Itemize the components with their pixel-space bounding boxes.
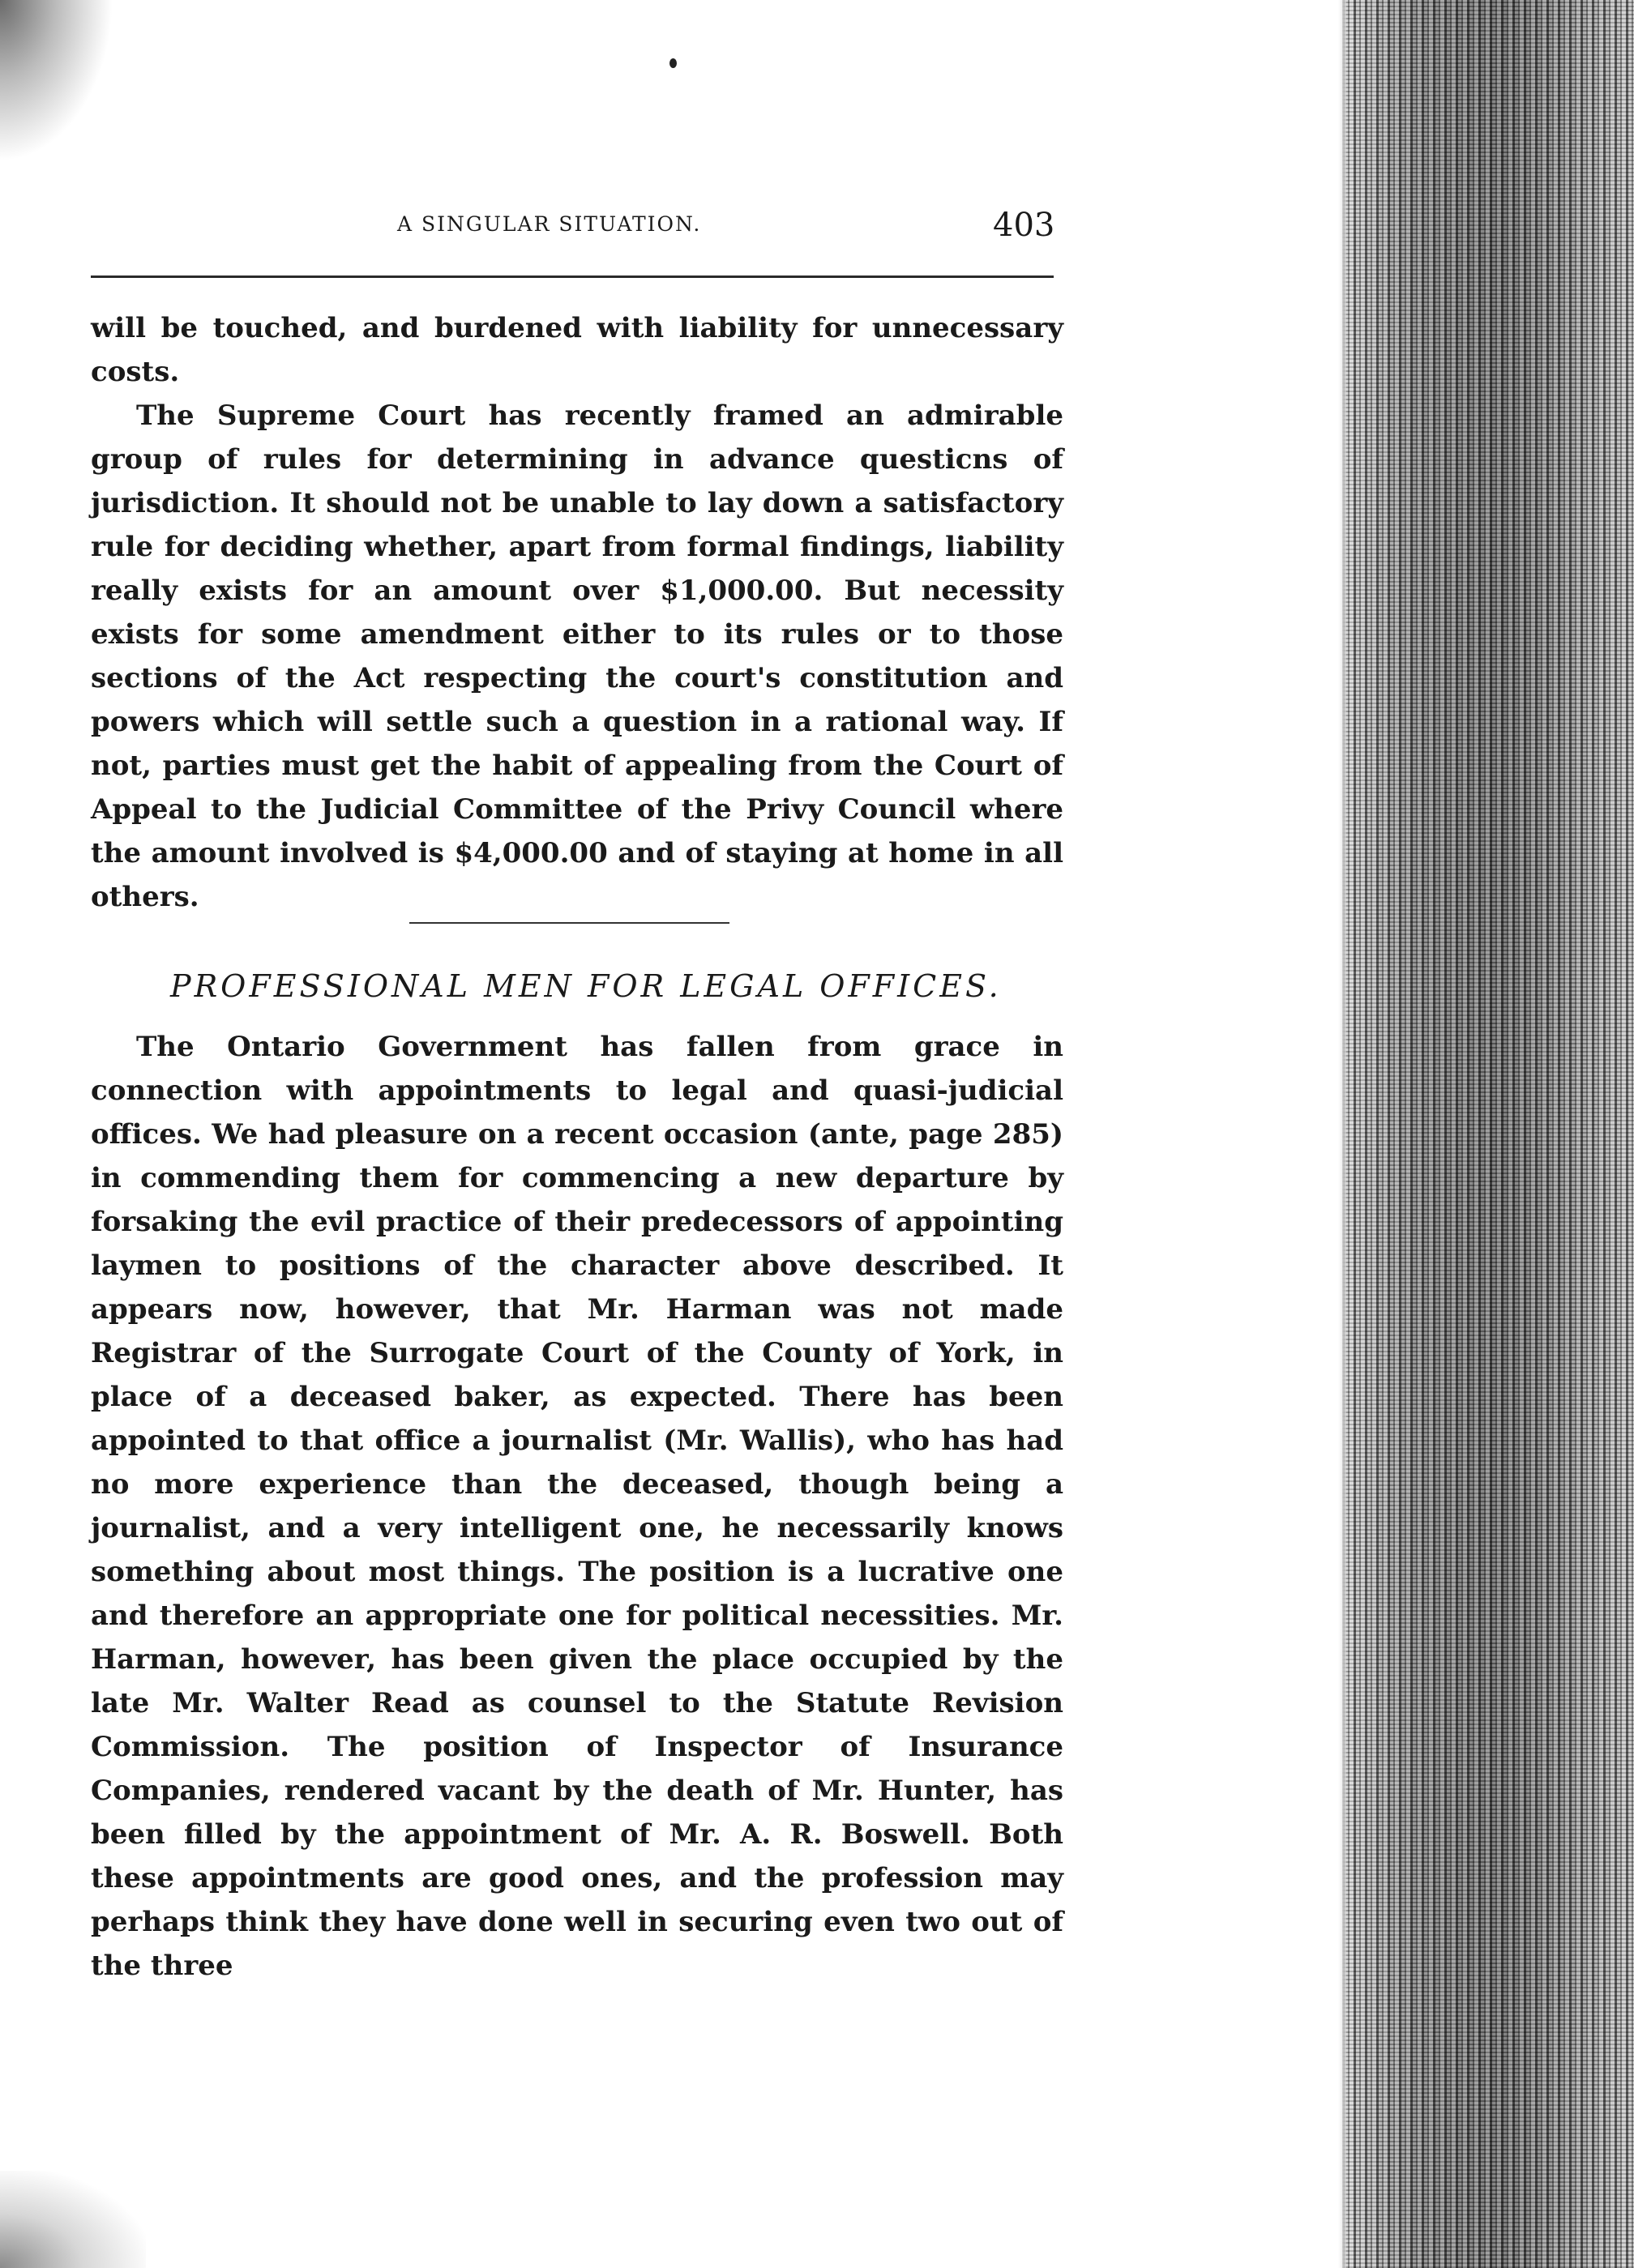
article-body	[91, 1025, 1063, 1988]
page-edge	[1338, 0, 1346, 2268]
running-head: A SINGULAR SITUATION.	[397, 212, 702, 236]
article-continuation	[91, 306, 1063, 919]
page-number: 403	[993, 207, 1055, 244]
header-rule	[91, 275, 1054, 278]
ink-speck	[669, 58, 677, 68]
supreme-court-paragraph: The Supreme Court has recently framed an admirable group of rules for determining in advance questicns of jurisdiction. It should not be unable to lay down a satisfactory rule for deciding whether, apart from formal findings, liability really exists for an amount over $1,000.00. But necessity exists for some amendment either to its rules or to those sections of the Act respecting the court's constitution and powers which will settle such a question in a rational way. If not, parties must get the habit of appealing from the Court of Appeal to the Judicial Committee of the Privy Council where the amount involved is $4,000.00 and of staying at home in all others.	[91, 399, 1063, 913]
ontario-government-paragraph: The Ontario Government has fallen from grace in connection with appointments to legal and quasi-judicial offices. We had pleasure on a recent occasion (ante, page 285) in commending them for commencing a new departure by forsaking the evil practice of their predecessors of appointing laymen to positions of the character above described. It appears now, however, that Mr. Harman was not made Registrar of the Surrogate Court of the County of York, in place of a deceased baker, as expected. There has been appointed to that office a journalist (Mr. Wallis), who has had no more experience than the deceased, though being a journalist, and a very intelligent one, he necessarily knows something about most things. The position is a lucrative one and therefore an appropriate one for political necessities. Mr. Harman, however, has been given the place occupied by the late Mr. Walter Read as counsel to the Statute Revision Commission. The position of Inspector of Insurance Companies, rendered vacant by the death of Mr. Hunter, has been filled by the appointment of Mr. A. R. Boswell. Both these appointments are good ones, and the profession may perhaps think they have done well in securing even two out of the three	[91, 1031, 1063, 1982]
section-divider	[409, 922, 729, 924]
article-title: PROFESSIONAL MEN FOR LEGAL OFFICES.	[170, 968, 1002, 1004]
book-binding-shadow	[1342, 0, 1634, 2268]
continuation-paragraph: will be touched, and burdened with liability for unnecessary costs.	[91, 312, 1063, 388]
scan-noise-bottom-left	[0, 2171, 146, 2268]
scan-noise-top-left	[0, 0, 113, 162]
